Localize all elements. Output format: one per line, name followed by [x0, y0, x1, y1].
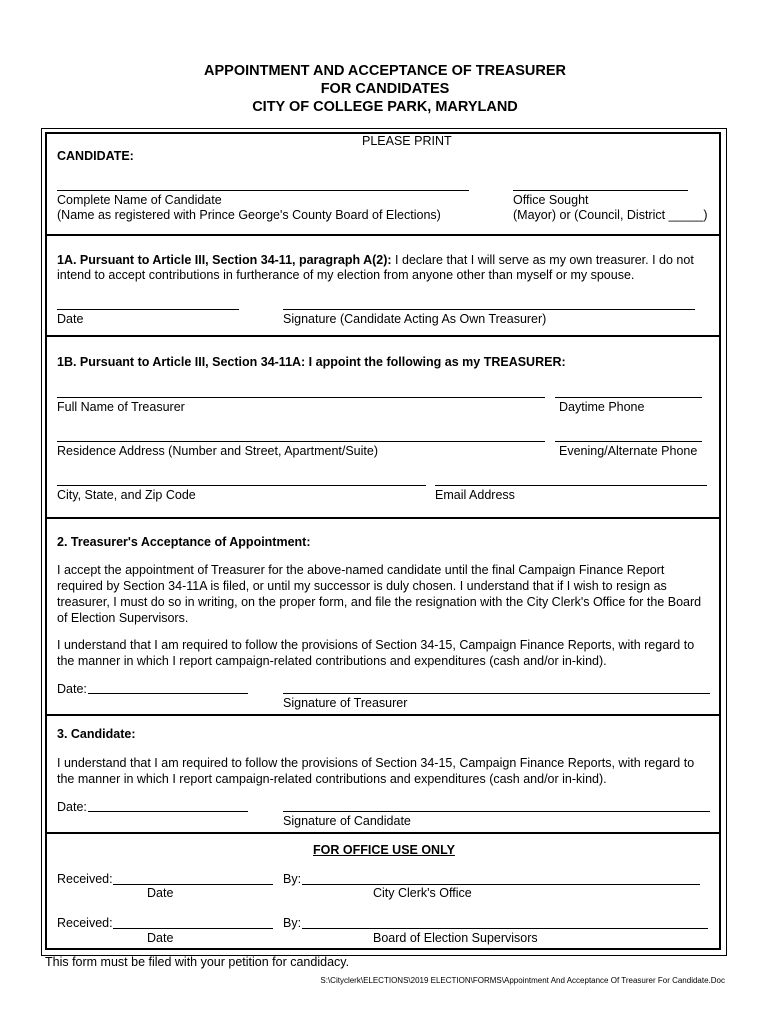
- please-print-note: PLEASE PRINT: [362, 134, 452, 148]
- office-sought-label: Office Sought: [513, 193, 589, 207]
- section-divider: [47, 234, 719, 236]
- city-state-zip-line[interactable]: [57, 485, 426, 486]
- office-sought-note: (Mayor) or (Council, District _____): [513, 208, 708, 222]
- received-date-label-2: Date: [147, 931, 174, 945]
- candidate-name-label: Complete Name of Candidate: [57, 193, 222, 207]
- city-state-zip-label: City, State, and Zip Code: [57, 488, 196, 502]
- treasurer-name-line[interactable]: [57, 397, 545, 398]
- email-address-line[interactable]: [435, 485, 707, 486]
- footer-file-path: S:\Cityclerk\ELECTIONS\2019 ELECTION\FORMS\Appointment And Acceptance Of Treasurer For Candidate.Doc: [320, 976, 725, 985]
- received-label: Received:: [57, 872, 113, 886]
- daytime-phone-label: Daytime Phone: [559, 400, 645, 414]
- treasurer-name-label: Full Name of Treasurer: [57, 400, 185, 414]
- city-clerk-office-label: City Clerk's Office: [373, 886, 472, 900]
- section-divider: [47, 714, 719, 716]
- section-1a-date-label: Date: [57, 312, 84, 326]
- section-2-date-label: Date:: [57, 682, 87, 696]
- section-3-date-line[interactable]: [88, 811, 248, 812]
- form-title-line-1: APPOINTMENT AND ACCEPTANCE OF TREASURER: [204, 63, 566, 79]
- residence-address-line[interactable]: [57, 441, 545, 442]
- section-3-heading: 3. Candidate:: [57, 727, 136, 741]
- section-2-heading: 2. Treasurer's Acceptance of Appointment:: [57, 535, 311, 549]
- evening-phone-label: Evening/Alternate Phone: [559, 444, 698, 458]
- received-label-2: Received:: [57, 916, 113, 930]
- section-2-paragraph-1: I accept the appointment of Treasurer for the above-named candidate until the final Campaign Finance Report required by Section 34-11A is filed, or until my successor is duly chosen. I understand that if I wish to resign as treasurer, I must do so in writing, on the proper form, and file the resignation with the City Clerk's Office for the Board of Election Supervisors.: [57, 563, 702, 625]
- section-3-date-label: Date:: [57, 800, 87, 814]
- candidate-name-note: (Name as registered with Prince George's County Board of Elections): [57, 208, 441, 222]
- form-title-line-3: CITY OF COLLEGE PARK, MARYLAND: [252, 99, 518, 115]
- candidate-name-line[interactable]: [57, 190, 469, 191]
- footer-filing-note: This form must be filed with your petition for candidacy.: [45, 955, 350, 969]
- by-label-2: By:: [283, 916, 302, 930]
- received-date-line[interactable]: [113, 884, 273, 885]
- section-2-date-line[interactable]: [88, 693, 248, 694]
- section-divider: [47, 517, 719, 519]
- section-divider: [47, 335, 719, 337]
- evening-phone-line[interactable]: [555, 441, 702, 442]
- board-of-elections-label: Board of Election Supervisors: [373, 931, 538, 945]
- form-title-line-2: FOR CANDIDATES: [320, 81, 450, 97]
- residence-address-label: Residence Address (Number and Street, Apartment/Suite): [57, 444, 378, 458]
- candidate-signature-line[interactable]: [283, 811, 710, 812]
- received-date-label: Date: [147, 886, 174, 900]
- daytime-phone-line[interactable]: [555, 397, 702, 398]
- office-sought-line[interactable]: [513, 190, 688, 191]
- section-1a-lead: 1A. Pursuant to Article III, Section 34-11, paragraph A(2):: [57, 253, 392, 267]
- section-1a-text-rest: I declare that I will serve as my own treasurer. I do not: [391, 253, 694, 267]
- section-1a-signature-line[interactable]: [283, 309, 695, 310]
- received-date-line-2[interactable]: [113, 928, 273, 929]
- office-use-heading: FOR OFFICE USE ONLY: [313, 843, 455, 857]
- section-1a-text-line-2: intend to accept contributions in furtherance of my election from anyone other than myself or my spouse.: [57, 268, 635, 282]
- section-2-paragraph-2: I understand that I am required to follow the provisions of Section 34-15, Campaign Finance Reports, with regard to the manner in which I report campaign-related contributions and expenditures (cash and/or in-kind).: [57, 638, 695, 668]
- section-1a-date-line[interactable]: [57, 309, 239, 310]
- by-label: By:: [283, 872, 302, 886]
- treasurer-signature-line[interactable]: [283, 693, 710, 694]
- section-1a-text: [57, 253, 694, 267]
- treasurer-signature-label: Signature of Treasurer: [283, 696, 408, 710]
- section-divider: [47, 832, 719, 834]
- email-address-label: Email Address: [435, 488, 515, 502]
- candidate-signature-label: Signature of Candidate: [283, 814, 411, 828]
- by-board-line[interactable]: [302, 928, 708, 929]
- section-1a-signature-label: Signature (Candidate Acting As Own Treasurer): [283, 312, 547, 326]
- by-clerk-line[interactable]: [302, 884, 700, 885]
- candidate-heading: CANDIDATE:: [57, 149, 134, 163]
- section-3-paragraph: I understand that I am required to follow the provisions of Section 34-15, Campaign Finance Reports, with regard to the manner in which I report campaign-related contributions and expenditures (cash and/or in-kind).: [57, 756, 695, 786]
- section-1b-heading: 1B. Pursuant to Article III, Section 34-11A: I appoint the following as my TREASURER:: [57, 355, 566, 369]
